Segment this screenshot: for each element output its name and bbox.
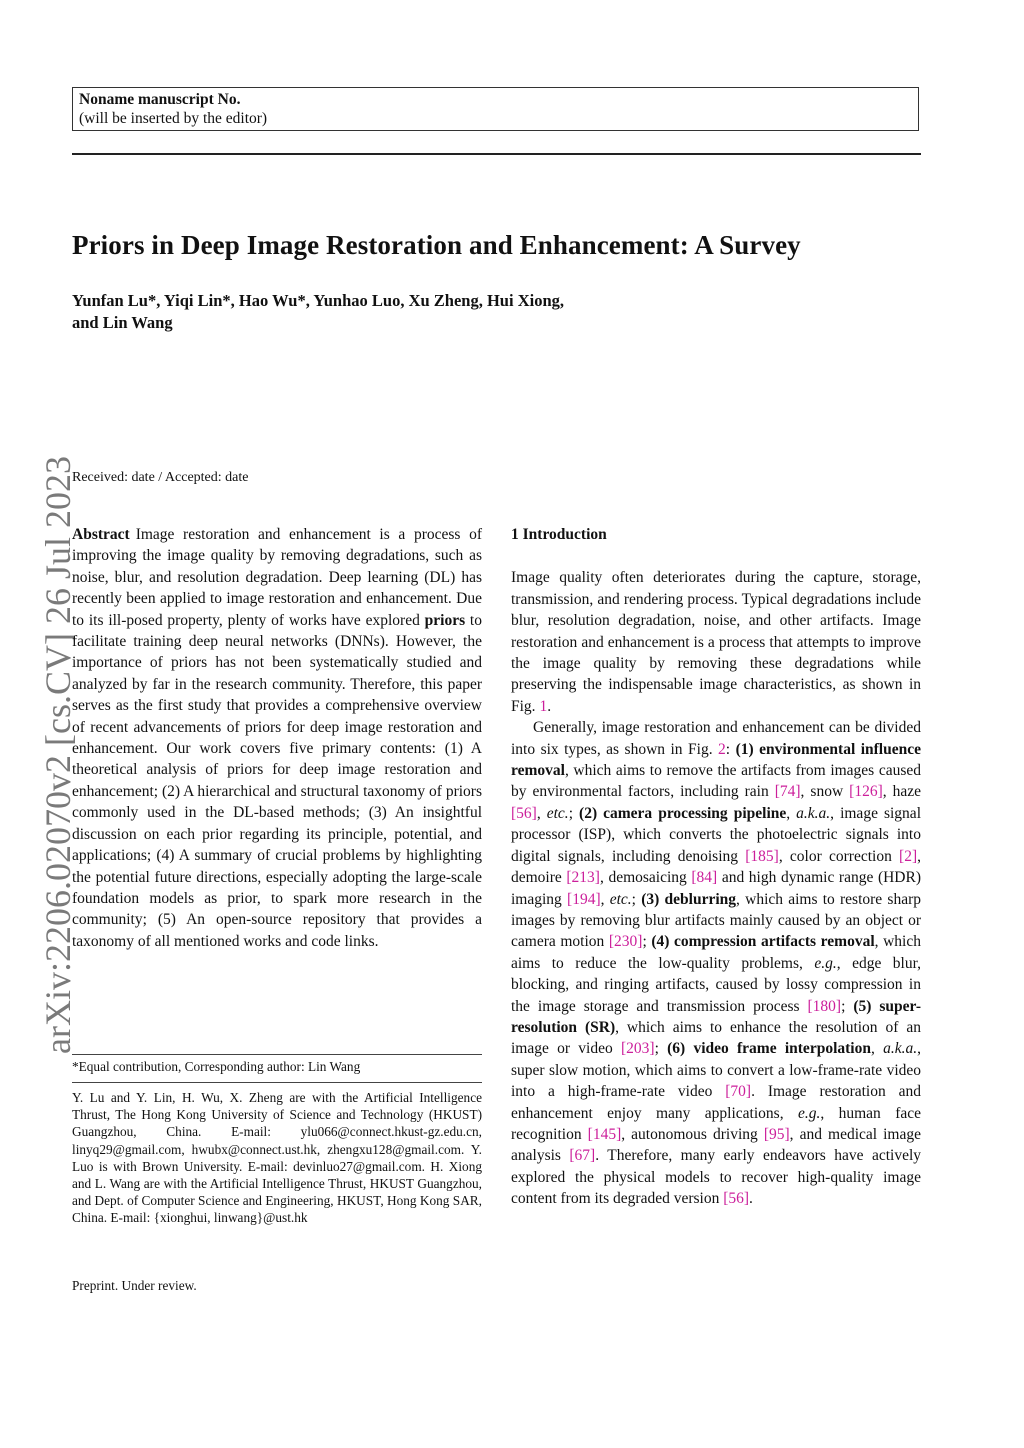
citation[interactable]: [84] [691,869,718,887]
abstract [72,524,482,952]
manuscript-box [72,87,919,131]
citation[interactable]: [56] [511,804,537,822]
received-date: Received: date / Accepted: date [72,470,249,485]
paper-title: Priors in Deep Image Restoration and Enhancement: A Survey [72,230,801,260]
author-list [72,290,772,334]
p2-text: , human face recognition [511,1104,921,1143]
p2-text: , snow [800,783,850,801]
p2-text: , which aims to remove the artifacts from images caused by environmental factors, including rain [511,762,921,801]
intro-paragraph-1: Image quality often deteriorates during the capture, storage, transmission, and rendering process. Typical degradations include blur, resolution degradation, noise, and other artifacts. Image restoration and enhancement is a process that attempts to improve the image quality by removing these degradations while preserving the indispensable image characteristics, as shown in Fig. 1. [511,569,921,715]
p2-text: etc. [609,890,632,908]
manuscript-note: (will be inserted by the editor) [79,110,268,127]
affiliations: Y. Lu and Y. Lin, H. Wu, X. Zheng are with the Artificial Intelligence Thrust, The Hong Kong University of Science and Technology (HKUST) Guangzhou, China. E-mail: ylu066@connect.hkust-gz.edu.cn, linyq29@gmail.com, hwubx@connect.ust.hk, zhengxu128@gmail.com. Y. Luo is with Brown University. E-mail: devinluo27@gmail.com. H. Xiong and L. Wang are with the Artificial Intelligence Thrust, HKUST Guangzhou, and Dept. of Computer Science and Engineering, HKUST, Hong Kong SAR, China. E-mail: {xionghui, linwang}@ust.hk [72,1090,482,1226]
p1-text: Image quality often deteriorates during the capture, storage, transmission, and rendering process. Typical degradations include blur, resolution degradation, noise, and other artifacts. Image restoration and enhancement is a process that attempts to improve the image quality by removing these degradations while preserving the indispensable image characteristics, as shown in Fig. [511,569,921,715]
citation[interactable]: [230] [608,933,643,951]
p2-text: , autonomous driving [621,1125,764,1143]
p2-text: ; [654,1040,668,1058]
abstract-text-2: to facilitate training deep neural networks (DNNs). However, the importance of priors has not been systematically studied and analyzed by far in the research community. Therefore, this paper serves as the first study that provides a comprehensive overview of recent advancements of priors for deep image restoration and enhancement. Our work covers five primary contents: (1) A theoretical analysis of priors for deep image restoration and enhancement; (2) A hierarchical and structural taxonomy of priors commonly used in the DL-based methods; (3) An insightful discussion on each prior regarding its principle, potential, and applications; (4) A summary of crucial problems by highlighting the potential future directions, especially adopting the large-scale foundation models as prior, to spark more research in the community; (5) An open-source repository that provides a taxonomy of all mentioned works and code links. [72,611,482,950]
p2-text: , image signal processor (ISP), which converts the photoelectric signals into digital signals, including denoising [511,804,921,865]
citation[interactable]: [185] [745,847,779,865]
p2-text: ; [841,997,854,1015]
citation[interactable]: [213] [566,869,600,887]
p2-text: a.k.a. [883,1040,918,1058]
citation[interactable]: [67] [569,1147,596,1165]
type-2: (2) camera processing pipeline [579,804,787,822]
introduction [511,524,921,1210]
p2-text: e.g. [797,1104,821,1122]
p2-text: ; [631,890,642,908]
type-1: (1) environmental influence removal [511,740,921,780]
manuscript-no: Noname manuscript No. [79,91,241,108]
author-line-2: and Lin Wang [72,313,173,332]
citation[interactable]: [74] [774,783,801,801]
p2-text: , color correction [778,847,900,865]
p2-text: , [600,890,610,908]
arxiv-id: arXiv:2206.02070v2 [cs.CV] 26 Jul 2023 [38,456,78,1054]
p2-text: a.k.a. [796,804,831,822]
footnote-separator [72,1082,482,1083]
p2-text: and high dynamic range (HDR) imaging [511,869,921,908]
citation[interactable]: [203] [620,1040,655,1058]
p2-text: , and medical image analysis [511,1125,922,1165]
p2-text: e.g. [814,954,837,972]
preprint-note: Preprint. Under review. [72,1278,197,1293]
abstract-text-1: Image restoration and enhancement is a process of improving the image quality by removing degradations, such as noise, blur, and resolution degradation. Deep learning (DL) has recently been applied to image restoration and enhancement. Due to its ill-posed property, plenty of works have explored [72,526,482,629]
p2-text: , haze [882,783,921,801]
intro-paragraph-2 [511,717,921,1209]
p2-text: ; [568,804,580,822]
p2-text: . Therefore, many early endeavors have actively explored the physical models to recover high-quality image content from its degraded version [511,1147,922,1208]
citation[interactable]: [126] [849,783,883,801]
citation[interactable]: [70] [725,1083,752,1101]
p2-text: etc. [546,804,569,822]
figure-link-2[interactable]: 2 [718,740,726,758]
type-3: (3) deblurring [641,890,737,908]
abstract-priors: priors [424,611,466,629]
p2-text: , [786,804,797,822]
p2-text: , [870,1040,884,1058]
citation[interactable]: [2] [899,847,918,865]
p2-text: : [725,740,736,758]
citation[interactable]: [194] [567,890,601,908]
p2-text: , demoire [511,847,921,887]
citation[interactable]: [56] [723,1190,750,1208]
p2-text: , demosaicing [599,869,692,887]
p2-text: Generally, image restoration and enhancement can be divided into six types, as shown in Fig. [511,719,921,758]
p2-text: , which aims to reduce the low-quality problems, [511,933,921,972]
p2-text: ; [642,933,652,951]
abstract-label: Abstract [72,526,130,543]
p2-text: , which aims to enhance the resolution of an image or video [511,1018,921,1058]
footnote: *Equal contribution, Corresponding author: Lin Wang [72,1059,361,1074]
type-4: (4) compression artifacts removal [651,933,875,951]
header-rule [72,153,921,155]
section-heading: 1 Introduction [511,526,607,543]
footnote-rule [72,1054,482,1055]
author-line-1: Yunfan Lu*, Yiqi Lin*, Hao Wu*, Yunhao Luo, Xu Zheng, Hui Xiong, [72,291,564,310]
citation[interactable]: [95] [763,1125,790,1143]
p2-text: , edge blur, blocking, and ringing artifacts, caused by lossy compression in the image storage and transmission process [511,954,922,1015]
citation[interactable]: [180] [807,997,842,1015]
type-5: (5) super-resolution (SR) [511,997,922,1036]
p2-text: , [536,804,547,822]
figure-link-1[interactable]: 1 [539,697,548,715]
p2-text: , which aims to restore sharp images by removing blur artifacts mainly caused by an object or camera motion [511,890,921,951]
citation[interactable]: [145] [587,1125,622,1143]
type-6: (6) video frame interpolation [667,1040,871,1058]
p2-text: . [749,1190,753,1208]
p2-text: . Image restoration and enhancement enjoy many applications, [511,1083,921,1122]
p2-text: , super slow motion, which aims to convert a low-frame-rate video into a high-frame-rate video [511,1040,921,1101]
